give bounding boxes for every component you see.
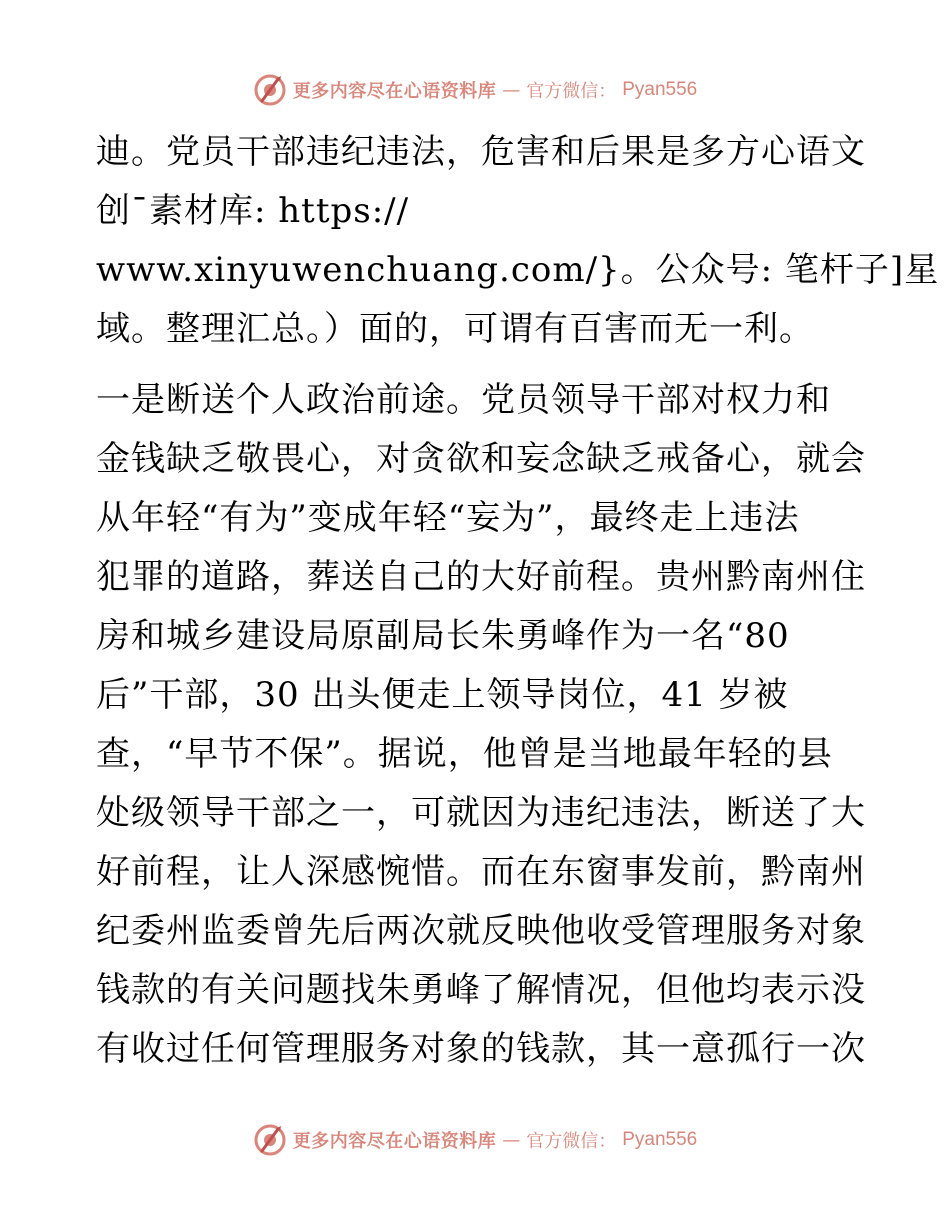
header-wechat-id: Pyan556 [622, 79, 698, 100]
header-banner [0, 70, 950, 110]
header-wechat-label: 官方微信： [526, 81, 617, 102]
text-line: 好前程，让人深感惋惜。而在东窗事发前，黔南州 [96, 852, 866, 892]
text-line: www.xinyuwenchuang.com/}。公众号: 笔杆子]星 [96, 250, 940, 290]
header-banner-text: 更多内容尽在心语资料库 [292, 81, 497, 102]
text-line: 金钱缺乏敬畏心，对贪欲和妄念缺乏戒备心，就会 [96, 439, 866, 479]
text-line: 后”干部，30 出头便走上领导岗位，41 岁被 [96, 675, 789, 715]
paragraph-2 [96, 371, 866, 1079]
text-line: 创¯素材库: https:// [96, 191, 410, 231]
text-line: 纪委州监委曾先后两次就反映他收受管理服务对象 [96, 911, 866, 951]
text-line: 犯罪的道路，葬送自己的大好前程。贵州黔南州住 [96, 557, 866, 597]
paragraph-gap [96, 359, 856, 371]
document-body [96, 123, 940, 1079]
paragraph-1 [96, 123, 940, 359]
text-line: 处级领导干部之一，可就因为违纪违法，断送了大 [96, 793, 866, 833]
footer-banner [0, 1120, 950, 1160]
pen-logo-icon [253, 1123, 287, 1157]
footer-banner-text: 更多内容尽在心语资料库 [292, 1131, 497, 1152]
footer-wechat-id: Pyan556 [622, 1129, 698, 1150]
footer-wechat-label: 官方微信： [526, 1131, 617, 1152]
header-banner-separator: — [502, 79, 521, 101]
text-line: 从年轻“有为”变成年轻“妄为”，最终走上违法 [96, 498, 800, 538]
text-line: 有收过任何管理服务对象的钱款，其一意孤行一次 [96, 1029, 866, 1069]
text-line: 迪。党员干部违纪违法，危害和后果是多方心语文 [96, 132, 866, 172]
text-line: 钱款的有关问题找朱勇峰了解情况，但他均表示没 [96, 970, 866, 1010]
text-line: 域。整理汇总。）面的，可谓有百害而无一利。 [96, 309, 814, 349]
pen-logo-icon [253, 73, 287, 107]
text-line: 查，“早节不保”。据说，他曾是当地最年轻的县 [96, 734, 833, 774]
footer-banner-separator: — [502, 1129, 521, 1151]
text-line: 一是断送个人政治前途。党员领导干部对权力和 [96, 380, 831, 420]
text-line: 房和城乡建设局原副局长朱勇峰作为一名“80 [96, 616, 790, 656]
